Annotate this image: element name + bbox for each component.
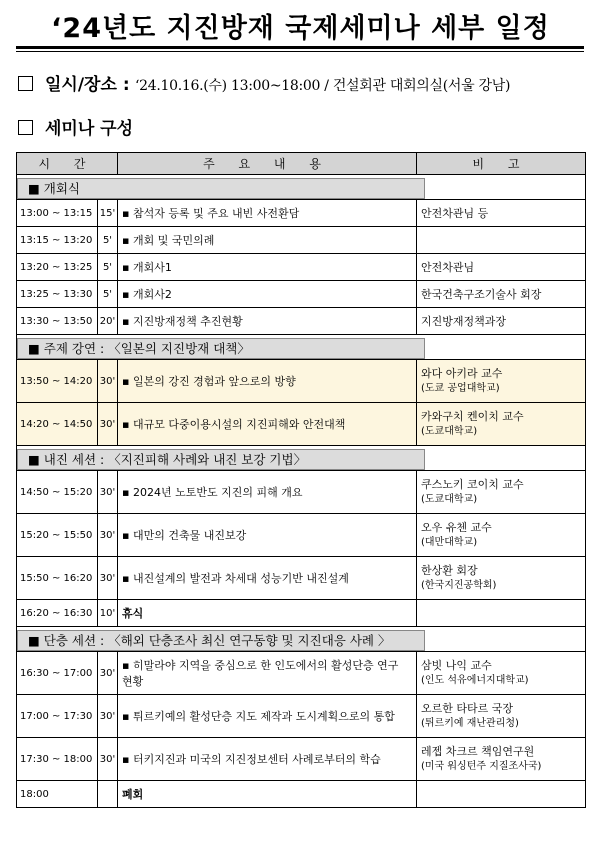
note-cell [417,514,586,557]
content-cell: ▪ 일본의 강진 경험과 앞으로의 방향 [118,360,417,403]
note-affiliation: (인도 석유에너지대학교) [421,675,529,686]
section-label: ■ 주제 강연 : 〈일본의 지진방재 대책〉 [17,338,425,359]
section-row [17,335,586,360]
table-row [17,695,586,738]
note-name: 안전차관님 [421,260,475,274]
note-name: 지진방재정책과장 [421,314,507,328]
table-row [17,471,586,514]
content-cell: 폐회 [118,781,417,808]
section-row [17,627,586,652]
note-affiliation: (도쿄대학교) [421,426,478,437]
checkbox-icon [18,120,33,135]
time-cell: 14:50 ~ 15:20 [17,471,98,514]
note-cell [417,403,586,446]
header-time: 시 간 [17,153,118,175]
note-cell [417,652,586,695]
note-name: 삼빗 나익 교수 [421,659,492,672]
note-cell [417,471,586,514]
section-cell [17,446,586,471]
section-label: ■ 단층 세션 : 〈해외 단층조사 최신 연구동향 및 지진대응 사례 〉 [17,630,425,651]
note-affiliation: (한국지진공학회) [421,580,497,591]
content-cell: ▪ 지진방재정책 추진현황 [118,308,417,335]
table-row [17,281,586,308]
title-rule-thin [16,51,584,52]
time-cell: 16:20 ~ 16:30 [17,600,98,627]
note-cell [417,254,586,281]
note-name: 안전차관님 등 [421,206,489,220]
table-row [17,557,586,600]
title-rule-thick [16,46,584,49]
content-cell: 휴식 [118,600,417,627]
time-cell: 13:25 ~ 13:30 [17,281,98,308]
duration-cell: 30' [98,471,118,514]
section-label: ■ 내진 세션 : 〈지진피해 사례와 내진 보강 기법〉 [17,449,425,470]
note-cell [417,227,586,254]
content-cell: ▪ 2024년 노토반도 지진의 피해 개요 [118,471,417,514]
time-cell: 15:20 ~ 15:50 [17,514,98,557]
note-affiliation: (미국 워싱턴주 지질조사국) [421,761,542,772]
header-note: 비 고 [417,153,586,175]
table-row [17,652,586,695]
duration-cell: 15' [98,200,118,227]
page-title: ‘24년도 지진방재 국제세미나 세부 일정 [51,13,550,44]
duration-cell: 30' [98,652,118,695]
note-cell [417,781,586,808]
section-row [17,175,586,200]
note-cell [417,281,586,308]
note-affiliation: (대만대학교) [421,537,478,548]
note-affiliation: (튀르키예 재난관리청) [421,718,519,729]
time-cell: 18:00 [17,781,98,808]
duration-cell [98,781,118,808]
datetime-line [18,70,510,95]
time-cell: 13:00 ~ 13:15 [17,200,98,227]
duration-cell: 5' [98,281,118,308]
datetime-label: 일시/장소 : [45,75,130,95]
checkbox-icon [18,76,33,91]
content-cell: ▪ 개회 및 국민의례 [118,227,417,254]
duration-cell: 30' [98,557,118,600]
section-label: ■ 개회식 [17,178,425,199]
note-cell [417,308,586,335]
table-row [17,227,586,254]
content-cell: ▪ 내진설계의 발전과 차세대 성능기반 내진설계 [118,557,417,600]
duration-cell: 20' [98,308,118,335]
duration-cell: 30' [98,738,118,781]
note-name: 레젭 차크르 책임연구원 [421,745,535,758]
duration-cell: 30' [98,360,118,403]
table-row [17,781,586,808]
note-cell [417,557,586,600]
content-cell: ▪ 대만의 건축물 내진보강 [118,514,417,557]
section-cell [17,335,586,360]
duration-cell: 30' [98,403,118,446]
header-content: 주 요 내 용 [118,153,417,175]
time-cell: 17:30 ~ 18:00 [17,738,98,781]
duration-cell: 5' [98,227,118,254]
note-name: 와다 아키라 교수 [421,367,503,380]
content-cell: ▪ 개회사2 [118,281,417,308]
time-cell: 13:30 ~ 13:50 [17,308,98,335]
table-row [17,738,586,781]
section-row [17,446,586,471]
table-row [17,600,586,627]
note-name: 오우 유첸 교수 [421,521,492,534]
duration-cell: 30' [98,514,118,557]
time-cell: 13:50 ~ 14:20 [17,360,98,403]
duration-cell: 5' [98,254,118,281]
table-row [17,254,586,281]
section-cell [17,175,586,200]
note-name: 쿠스노키 코이치 교수 [421,478,524,491]
content-cell: ▪ 히말라야 지역을 중심으로 한 인도에서의 활성단층 연구 현황 [118,652,417,695]
note-cell [417,600,586,627]
note-cell [417,695,586,738]
note-name: 한국건축구조기술사 회장 [421,287,542,301]
time-cell: 14:20 ~ 14:50 [17,403,98,446]
content-cell: ▪ 튀르키예의 활성단층 지도 제작과 도시계획으로의 통합 [118,695,417,738]
content-cell: ▪ 대규모 다중이용시설의 지진피해와 안전대책 [118,403,417,446]
schedule-table [16,152,586,808]
table-row [17,360,586,403]
duration-cell: 10' [98,600,118,627]
note-name: 한상환 회장 [421,564,478,577]
note-cell [417,360,586,403]
note-name: 오르한 타타르 국장 [421,702,514,715]
table-row [17,403,586,446]
table-row [17,200,586,227]
table-row [17,514,586,557]
datetime-value: ‘24.10.16.(수) 13:00~18:00 / 건설회관 대회의실(서울 강남) [135,78,511,94]
time-cell: 13:20 ~ 13:25 [17,254,98,281]
table-row [17,308,586,335]
note-name: 카와구치 켄이치 교수 [421,410,524,423]
note-affiliation: (도쿄 공업대학교) [421,383,500,394]
time-cell: 15:50 ~ 16:20 [17,557,98,600]
time-cell: 16:30 ~ 17:00 [17,652,98,695]
note-cell [417,200,586,227]
time-cell: 13:15 ~ 13:20 [17,227,98,254]
section-cell [17,627,586,652]
note-cell [417,738,586,781]
time-cell: 17:00 ~ 17:30 [17,695,98,738]
content-cell: ▪ 개회사1 [118,254,417,281]
note-affiliation: (도쿄대학교) [421,494,478,505]
composition-label: 세미나 구성 [45,119,134,139]
duration-cell: 30' [98,695,118,738]
composition-line [18,114,133,139]
content-cell: ▪ 참석자 등록 및 주요 내빈 사전환담 [118,200,417,227]
content-cell: ▪ 터키지진과 미국의 지진정보센터 사례로부터의 학습 [118,738,417,781]
